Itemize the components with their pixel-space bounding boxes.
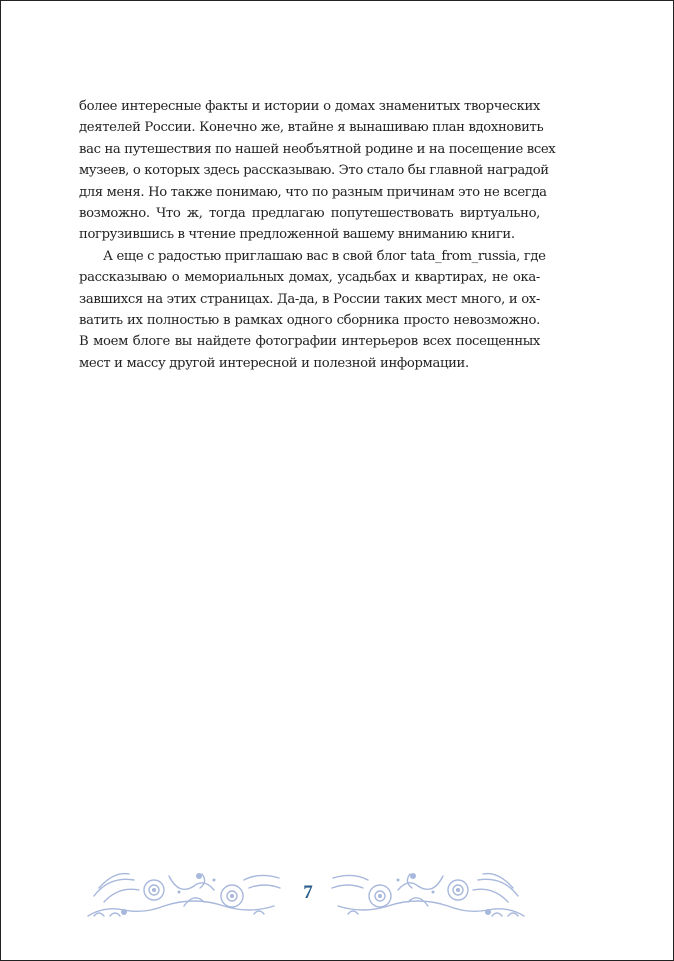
body-text [79,96,556,374]
text-line: ватить их полностью в рамках одного сборника просто невозможно. [79,312,540,328]
text-line: А еще с радостью приглашаю вас в свой блог tata_from_russia, где [103,248,546,264]
text-line: В моем блоге вы найдете фотографии интерьеров всех посещенных [79,334,540,350]
paragraph-2 [79,246,546,374]
text-line: деятелей России. Конечно же, втайне я вынашиваю план вдохновить [79,120,544,136]
text-line: рассказываю о мемориальных домах, усадьбах и квартирах, не ока- [79,270,540,286]
text-line: погрузившись в чтение предложенной вашему вниманию книги. [79,227,515,243]
text-line: завшихся на этих страницах. Да-да, в России таких мест много, и ох- [79,291,540,307]
text-line: для меня. Но также понимаю, что по разным причинам это не всегда [79,184,547,200]
page-number: 7 [303,882,313,903]
text-line: вас на путешествия по нашей необъятной родине и на посещение всех [79,141,556,157]
paragraph-1 [79,96,556,246]
floral-ornament-right-icon [328,866,528,922]
text-line: возможно. Что ж, тогда предлагаю попутешествовать виртуально, [79,205,540,221]
floral-ornament-left-icon [84,866,284,922]
text-line: более интересные факты и истории о домах знаменитых творческих [79,99,540,114]
text-line: музеев, о которых здесь рассказываю. Это стало бы главной наградой [79,163,549,179]
text-line: мест и массу другой интересной и полезной информации. [79,355,469,371]
